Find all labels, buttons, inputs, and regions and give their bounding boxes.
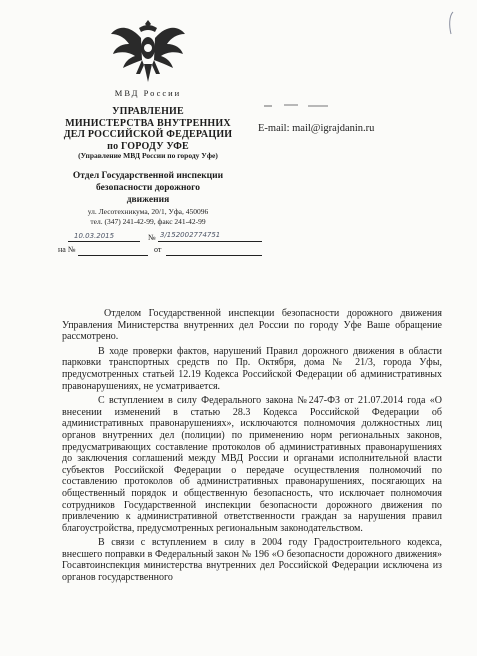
dept-line: движения [126,195,170,205]
address-line: ул. Лесотехникума, 20/1, Уфа, 450096 [87,207,209,216]
address-block [40,207,256,226]
reply-number-line [78,255,148,256]
faded-recipient-text [262,102,342,110]
recipient-email: E-mail: mail@igrajdanin.ru [258,123,375,134]
dept-line: Отдел Государственной инспекции [72,171,224,181]
organization-short-name: (Управление МВД России по городу Уфе) [78,151,218,160]
handwritten-date: 10.03.2015 [74,232,115,240]
org-line: МИНИСТЕРСТВА ВНУТРЕННИХ [65,117,231,129]
number-sign: № [148,233,156,242]
mvd-crest-emblem [109,14,187,86]
date-line [68,241,140,242]
reply-to-number-label: на № [58,245,76,254]
department-name [40,170,256,206]
body-paragraph: Отделом Государственной инспекции безопасности дорожного движения Управления Министерства внутренних дел России по городу Уфе Ваше обращение рассмотрено. [62,308,442,343]
reply-from-label: от [154,245,162,254]
dept-line: безопасности дорожного [95,183,201,193]
registration-lines [58,231,268,257]
number-line [158,241,262,242]
org-line: УПРАВЛЕНИЕ [112,106,184,117]
handwritten-number: 3/152002774751 [160,231,221,239]
org-line: ДЕЛ РОССИЙСКОЙ ФЕДЕРАЦИИ [63,129,233,140]
address-line: тел. (347) 241-42-99, факс 241-42-99 [90,216,206,226]
body-paragraph: В ходе проверки фактов, нарушений Правил дорожного движения в области парковки транспортных средств по Пр. Октября, дома № 21/3, города Уфы, предусмотренных статьей 12.19 Кодекса Российской Федерации об административных правонарушениях, не усматривается. [62,345,442,392]
body-paragraph: В связи с вступлением в силу в 2004 году Градостроительного кодекса, внесшего поправки в Федеральный закон № 196 «О безопасности дорожного движения» Госавтоинспекция министерства внутренних дел Российской Федерации исключена из органов государственного [62,537,442,584]
header-top-label: МВД России [114,88,182,98]
organization-name [40,106,256,152]
body-paragraph: С вступлением в силу Федерального закона №247-ФЗ от 21.07.2014 года «О внесении изменений в статью 28.3 Кодекса Российской Федерации об административных правонарушениях», исключаются полномочия должностных лиц органов внутренних дел (полиции) по применению норм региональных законов, предусматривающих составление протоколов об административных правонарушениях до заключения соглашений между МВД России и органами исполнительной власти субъектов Российской Федерации о передаче осуществления полномочий по составлению протоколов об административных правонарушениях, посягающих на общественный порядок и общественную безопасность, что исключает полномочия сотрудников Государственной инспекции безопасности дорожного движения по привлечению к административной ответственности граждан за нарушения правил благоустройства, предусмотренных региональным законодательством. [62,395,442,534]
letter-body [62,308,442,587]
handwritten-page-mark [445,10,457,36]
org-line: по ГОРОДУ УФЕ [107,140,189,152]
reply-date-line [166,255,262,256]
